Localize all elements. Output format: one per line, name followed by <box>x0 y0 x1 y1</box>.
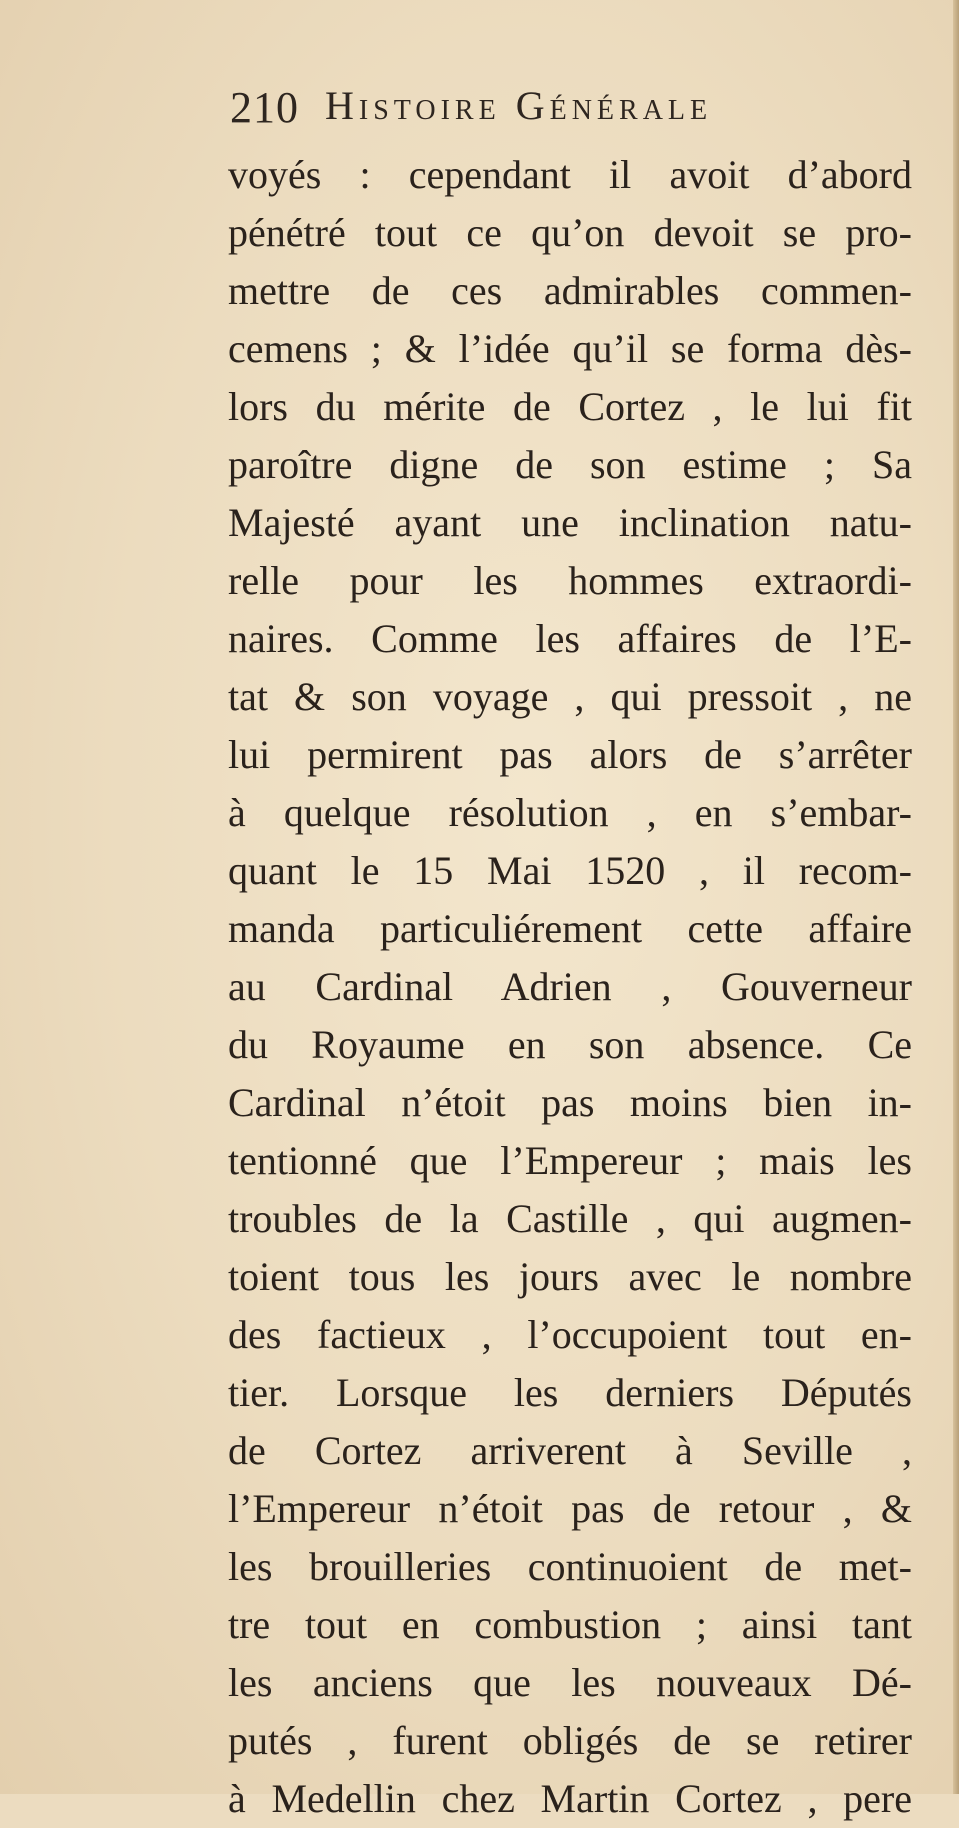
text-line: Cardinal n’étoit pas moins bien in- <box>228 1080 912 1125</box>
text-line: naires. Comme les affaires de l’E- <box>228 616 912 661</box>
text-line: putés , furent obligés de se retirer <box>228 1718 912 1763</box>
text-line: lui permirent pas alors de s’arrêter <box>228 732 912 777</box>
text-line: du Royaume en son absence. Ce <box>228 1022 912 1067</box>
page-header <box>230 80 910 140</box>
running-head: Histoire Générale <box>325 83 713 128</box>
text-line: toient tous les jours avec le nombre <box>228 1254 912 1299</box>
text-line: à Medellin chez Martin Cortez , pere <box>228 1776 912 1821</box>
text-line: des factieux , l’occupoient tout en- <box>228 1312 912 1357</box>
text-line: les anciens que les nouveaux Dé- <box>228 1660 912 1705</box>
page-number: 210 <box>230 83 299 132</box>
text-line: lors du mérite de Cortez , le lui fit <box>228 384 912 429</box>
page-edge <box>953 0 959 1794</box>
text-line: Majesté ayant une inclination natu- <box>228 500 912 545</box>
text-line: quant le 15 Mai 1520 , il recom- <box>228 848 912 893</box>
text-line: à quelque résolution , en s’embar- <box>228 790 912 835</box>
text-line: tre tout en combustion ; ainsi tant <box>228 1602 912 1647</box>
text-line: au Cardinal Adrien , Gouverneur <box>228 964 912 1009</box>
text-line: les brouilleries continuoient de met- <box>228 1544 912 1589</box>
text-line: paroître digne de son estime ; Sa <box>228 442 912 487</box>
text-line: l’Empereur n’étoit pas de retour , & <box>228 1486 912 1531</box>
text-line: tentionné que l’Empereur ; mais les <box>228 1138 912 1183</box>
text-line: cemens ; & l’idée qu’il se forma dès- <box>228 326 912 371</box>
text-line: pénétré tout ce qu’on devoit se pro- <box>228 210 912 255</box>
text-line: de Cortez arriverent à Seville , <box>228 1428 912 1473</box>
body-text <box>228 146 912 1828</box>
text-line: tat & son voyage , qui pressoit , ne <box>228 674 912 719</box>
text-line: mettre de ces admirables commen- <box>228 268 912 313</box>
text-line: relle pour les hommes extraordi- <box>228 558 912 603</box>
text-line: troubles de la Castille , qui augmen- <box>228 1196 912 1241</box>
text-line: tier. Lorsque les derniers Députés <box>228 1370 912 1415</box>
text-line: voyés : cependant il avoit d’abord <box>228 152 912 197</box>
text-line: manda particuliérement cette affaire <box>228 906 912 951</box>
